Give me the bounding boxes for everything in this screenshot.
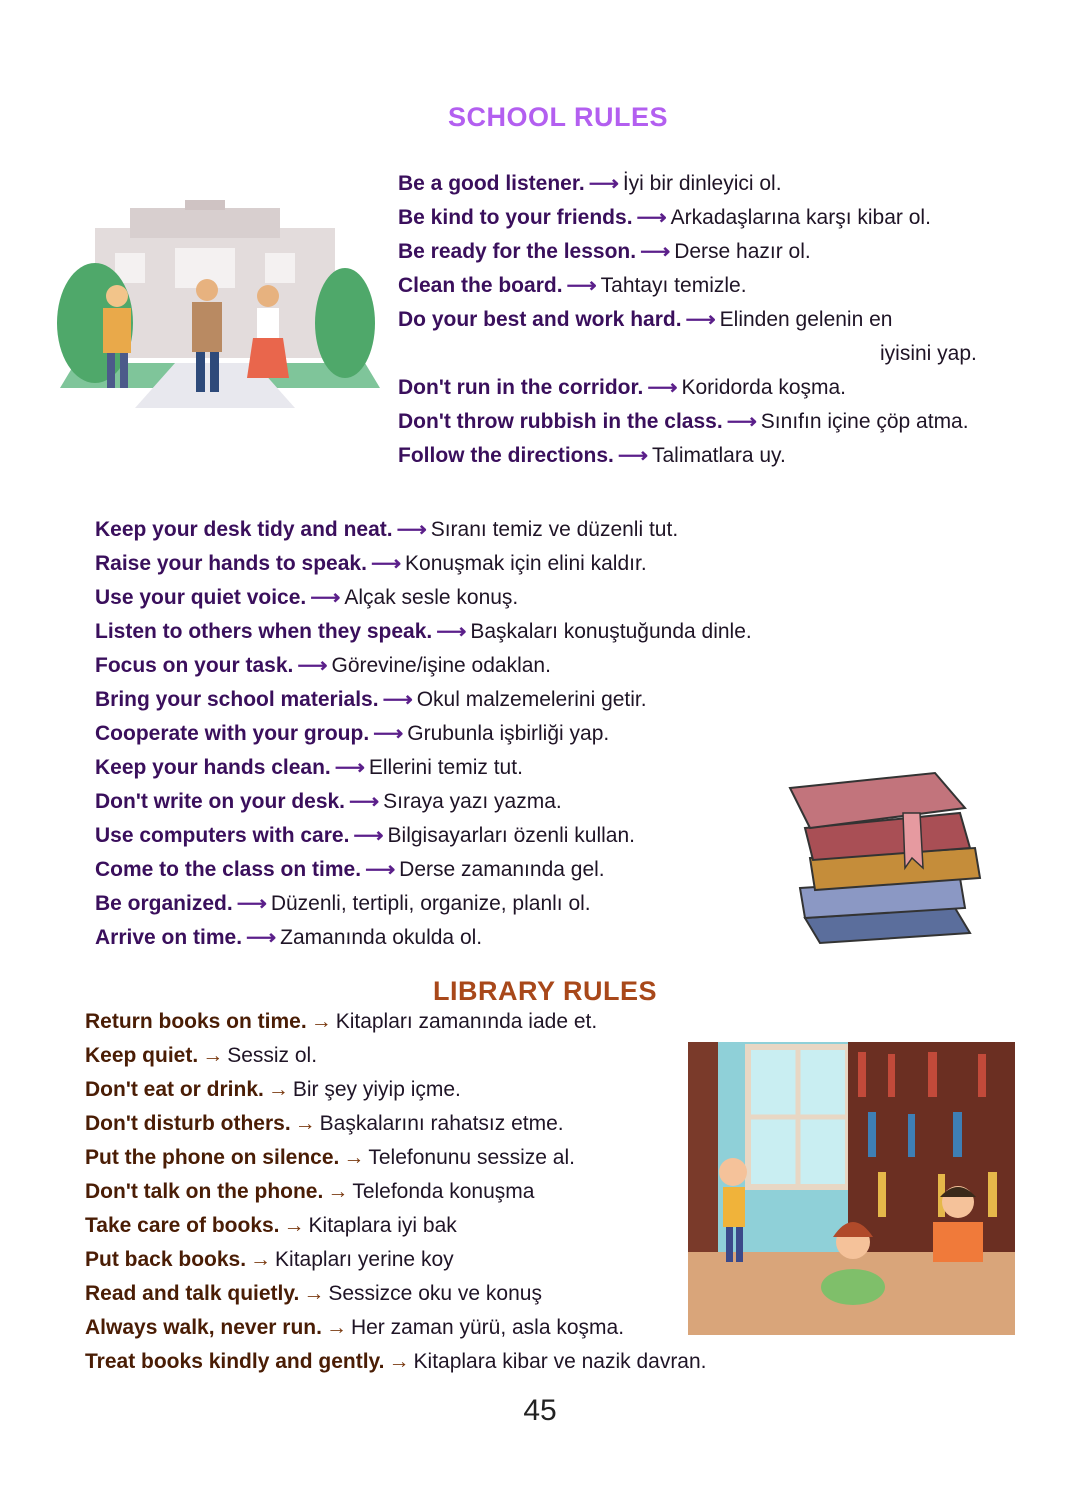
rule-turkish: Ellerini temiz tut. (368, 756, 523, 779)
arrow-icon: → (310, 1010, 332, 1033)
rule-english: Don't eat or drink. (85, 1078, 264, 1101)
rule-item (398, 303, 977, 337)
rule-item (95, 683, 752, 717)
rule-english: Treat books kindly and gently. (85, 1350, 385, 1373)
rule-item (95, 513, 752, 547)
rule-turkish: Alçak sesle konuş. (344, 586, 519, 609)
rule-english: Use your quiet voice. (95, 586, 307, 609)
arrow-icon: ⟶ (588, 172, 619, 195)
rule-turkish: Tahtayı temizle. (600, 274, 747, 297)
rule-item (85, 1005, 707, 1039)
rule-item (398, 201, 977, 235)
rule-english: Don't throw rubbish in the class. (398, 410, 723, 433)
rule-item (85, 1345, 707, 1379)
arrow-icon: ⟶ (310, 586, 341, 609)
rule-english: Come to the class on time. (95, 858, 362, 881)
arrow-icon: → (250, 1248, 272, 1271)
arrow-icon: ⟶ (365, 858, 396, 881)
arrow-icon: → (388, 1350, 410, 1373)
rule-turkish: Sessiz ol. (227, 1044, 318, 1067)
rule-turkish: Görevine/işine odaklan. (331, 654, 551, 677)
rule-turkish: Başkalarını rahatsız etme. (319, 1112, 564, 1135)
rule-turkish: Sınıfın içine çöp atma. (760, 410, 969, 433)
rule-turkish: Talimatlara uy. (651, 444, 786, 467)
rule-english: Use computers with care. (95, 824, 350, 847)
rule-english: Focus on your task. (95, 654, 294, 677)
page-number: 45 (523, 1394, 557, 1427)
rule-turkish: Konuşmak için elini kaldır. (405, 552, 647, 575)
arrow-icon: → (267, 1078, 289, 1101)
rule-turkish: Kitapları yerine koy (275, 1248, 454, 1271)
rule-english: Follow the directions. (398, 444, 614, 467)
rule-turkish: Başkaları konuştuğunda dinle. (470, 620, 752, 643)
arrow-icon: ⟶ (297, 654, 328, 677)
rule-english: Keep quiet. (85, 1044, 199, 1067)
rule-english: Keep your desk tidy and neat. (95, 518, 393, 541)
arrow-icon: ⟶ (334, 756, 365, 779)
rule-item (95, 819, 752, 853)
rule-english: Put back books. (85, 1248, 247, 1271)
arrow-icon: → (343, 1146, 365, 1169)
rule-english: Read and talk quietly. (85, 1282, 300, 1305)
school-rules-top-list (398, 167, 977, 473)
rule-turkish: Düzenli, tertipli, organize, planlı ol. (270, 892, 591, 915)
rule-english: Clean the board. (398, 274, 563, 297)
arrow-icon: ⟶ (373, 722, 404, 745)
rule-english: Be organized. (95, 892, 233, 915)
rule-english: Be a good listener. (398, 172, 585, 195)
rule-item (95, 717, 752, 751)
school-rules-title: SCHOOL RULES (448, 102, 669, 132)
rule-item (398, 371, 977, 405)
arrow-icon: ⟶ (236, 892, 267, 915)
rule-turkish: Sıranı temiz ve düzenli tut. (430, 518, 679, 541)
rule-english: Listen to others when they speak. (95, 620, 433, 643)
arrow-icon: ⟶ (382, 688, 413, 711)
rule-english: Put the phone on silence. (85, 1146, 340, 1169)
rule-item (85, 1311, 707, 1345)
arrow-icon: ⟶ (647, 376, 678, 399)
rule-item (95, 547, 752, 581)
arrow-icon: ⟶ (436, 620, 467, 643)
arrow-icon: → (283, 1214, 305, 1237)
rule-turkish: Telefonunu sessize al. (368, 1146, 575, 1169)
rule-english: Always walk, never run. (85, 1316, 322, 1339)
rule-turkish: Her zaman yürü, asla koşma. (350, 1316, 625, 1339)
rule-english: Do your best and work hard. (398, 308, 682, 331)
rule-english: Be kind to your friends. (398, 206, 633, 229)
rule-english: Don't run in the corridor. (398, 376, 644, 399)
arrow-icon: ⟶ (349, 790, 380, 813)
rule-english: Don't disturb others. (85, 1112, 291, 1135)
rule-english: Be ready for the lesson. (398, 240, 637, 263)
rule-english: Take care of books. (85, 1214, 280, 1237)
rule-turkish-continuation: iyisini yap. (880, 342, 977, 365)
rule-item (95, 921, 752, 955)
rule-item (85, 1209, 707, 1243)
rule-item (398, 439, 977, 473)
books-stack-illustration (785, 768, 990, 948)
arrow-icon: ⟶ (640, 240, 671, 263)
library-rules-list (85, 1005, 707, 1379)
rule-turkish: İyi bir dinleyici ol. (622, 172, 782, 195)
rule-turkish: Elinden gelenin en (719, 308, 893, 331)
rule-turkish: Sessizce oku ve konuş (328, 1282, 542, 1305)
library-illustration (688, 1042, 1015, 1335)
rule-item (398, 269, 977, 303)
arrow-icon: ⟶ (246, 926, 277, 949)
school-rules-list (95, 513, 752, 955)
rule-turkish: Grubunla işbirliği yap. (407, 722, 610, 745)
rule-item (95, 751, 752, 785)
rule-english: Cooperate with your group. (95, 722, 370, 745)
rule-item (85, 1073, 707, 1107)
rule-turkish: Zamanında okulda ol. (280, 926, 483, 949)
arrow-icon: ⟶ (353, 824, 384, 847)
arrow-icon: ⟶ (685, 308, 716, 331)
rule-turkish: Kitaplara kibar ve nazik davran. (413, 1350, 707, 1373)
rule-item (85, 1039, 707, 1073)
arrow-icon: → (325, 1316, 347, 1339)
library-rules-title: LIBRARY RULES (433, 976, 658, 1006)
rule-turkish: Sıraya yazı yazma. (383, 790, 562, 813)
arrow-icon: ⟶ (396, 518, 427, 541)
rule-item (95, 785, 752, 819)
arrow-icon: → (294, 1112, 316, 1135)
school-illustration (55, 198, 385, 413)
rule-turkish: Kitapları zamanında iade et. (335, 1010, 598, 1033)
arrow-icon: → (202, 1044, 224, 1067)
rule-item (85, 1243, 707, 1277)
rule-item (85, 1277, 707, 1311)
rule-item (398, 235, 977, 269)
arrow-icon: → (327, 1180, 349, 1203)
arrow-icon: ⟶ (726, 410, 757, 433)
rule-item (398, 405, 977, 439)
rule-item (95, 581, 752, 615)
rule-item (85, 1175, 707, 1209)
rule-item (85, 1141, 707, 1175)
rule-item (398, 167, 977, 201)
arrow-icon: → (303, 1282, 325, 1305)
arrow-icon: ⟶ (617, 444, 648, 467)
rule-turkish: Bir şey yiyip içme. (292, 1078, 461, 1101)
rule-english: Don't write on your desk. (95, 790, 346, 813)
rule-english: Keep your hands clean. (95, 756, 331, 779)
rule-item (85, 1107, 707, 1141)
rule-turkish: Okul malzemelerini getir. (416, 688, 647, 711)
rule-turkish: Koridorda koşma. (681, 376, 847, 399)
arrow-icon: ⟶ (566, 274, 597, 297)
rule-turkish: Telefonda konuşma (352, 1180, 535, 1203)
rule-english: Return books on time. (85, 1010, 307, 1033)
rule-english: Bring your school materials. (95, 688, 379, 711)
rule-turkish: Kitaplara iyi bak (308, 1214, 457, 1237)
rule-turkish: Derse zamanında gel. (399, 858, 605, 881)
rule-turkish: Arkadaşlarına karşı kibar ol. (670, 206, 931, 229)
arrow-icon: ⟶ (370, 552, 402, 575)
rule-item-continuation (398, 337, 977, 371)
rule-item (95, 649, 752, 683)
rule-turkish: Derse hazır ol. (674, 240, 811, 263)
rule-turkish: Bilgisayarları özenli kullan. (387, 824, 635, 847)
rule-english: Arrive on time. (95, 926, 243, 949)
rule-item (95, 853, 752, 887)
rule-item (95, 887, 752, 921)
arrow-icon: ⟶ (636, 206, 667, 229)
rule-item (95, 615, 752, 649)
rule-english: Raise your hands to speak. (95, 552, 367, 575)
rule-english: Don't talk on the phone. (85, 1180, 324, 1203)
